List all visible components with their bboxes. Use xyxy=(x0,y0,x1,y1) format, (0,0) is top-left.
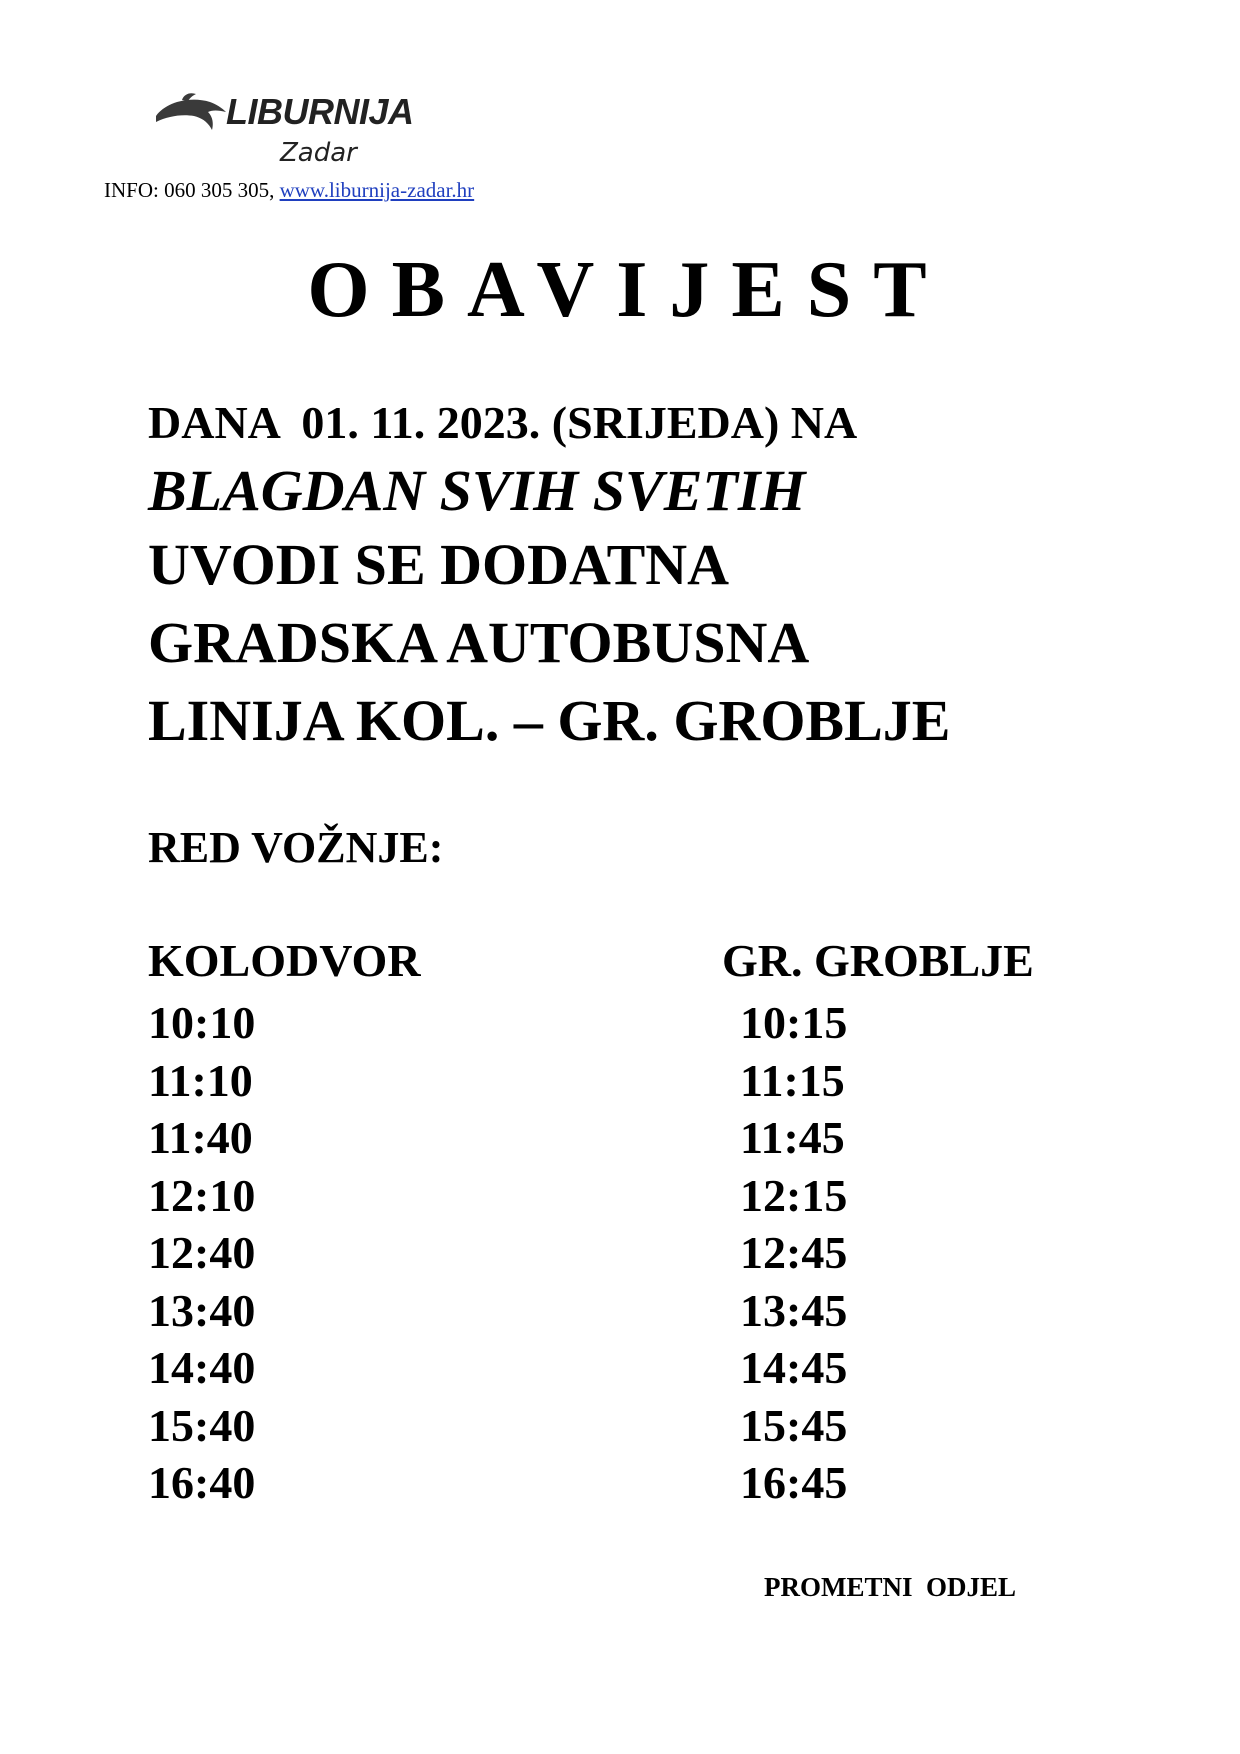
logo-name: LIBURNIJA xyxy=(226,91,414,132)
notice-line: UVODI SE DODATNA xyxy=(148,532,730,597)
departure-time: 10:15 xyxy=(740,997,848,1048)
departure-time: 12:45 xyxy=(740,1227,848,1278)
column-header-kolodvor: KOLODVOR xyxy=(148,935,421,986)
schedule-label: RED VOŽNJE: xyxy=(148,823,444,872)
departure-time: 13:45 xyxy=(740,1284,848,1336)
contact-info xyxy=(104,180,474,201)
departure-time: 11:10 xyxy=(148,1054,253,1106)
notice-date-line: DANA 01. 11. 2023. (SRIJEDA) NA xyxy=(148,397,858,448)
departure-time: 15:45 xyxy=(740,1399,848,1451)
page-title: OBAVIJEST xyxy=(307,246,949,334)
info-phone: INFO: 060 305 305, xyxy=(104,178,275,202)
departure-time: 14:45 xyxy=(740,1342,848,1393)
departure-time: 11:40 xyxy=(148,1112,253,1163)
liburnija-logo xyxy=(152,92,432,172)
website-link[interactable]: www.liburnija-zadar.hr xyxy=(279,178,475,202)
column-header-gr-groblje: GR. GROBLJE xyxy=(722,935,1034,986)
departure-times-gr-groblje xyxy=(740,994,847,1512)
dolphin-icon xyxy=(152,92,232,136)
departure-time: 13:40 xyxy=(148,1284,256,1336)
notice-line: GRADSKA AUTOBUSNA xyxy=(148,610,810,675)
departure-time: 12:10 xyxy=(148,1169,256,1221)
departure-time: 11:45 xyxy=(740,1112,845,1163)
departure-time: 12:15 xyxy=(740,1169,848,1221)
departure-time: 16:40 xyxy=(148,1457,256,1508)
departure-time: 16:45 xyxy=(740,1457,848,1508)
notice-holiday: BLAGDAN SVIH SVETIH xyxy=(148,458,806,523)
departure-time: 10:10 xyxy=(148,997,256,1048)
signature: PROMETNI ODJEL xyxy=(764,1572,1017,1602)
departure-time: 11:15 xyxy=(740,1054,845,1106)
departure-times-kolodvor xyxy=(148,994,255,1512)
departure-time: 14:40 xyxy=(148,1342,256,1393)
departure-time: 15:40 xyxy=(148,1399,256,1451)
departure-time: 12:40 xyxy=(148,1227,256,1278)
notice-line: LINIJA KOL. – GR. GROBLJE xyxy=(148,688,951,753)
logo-city: Zadar xyxy=(280,138,357,168)
